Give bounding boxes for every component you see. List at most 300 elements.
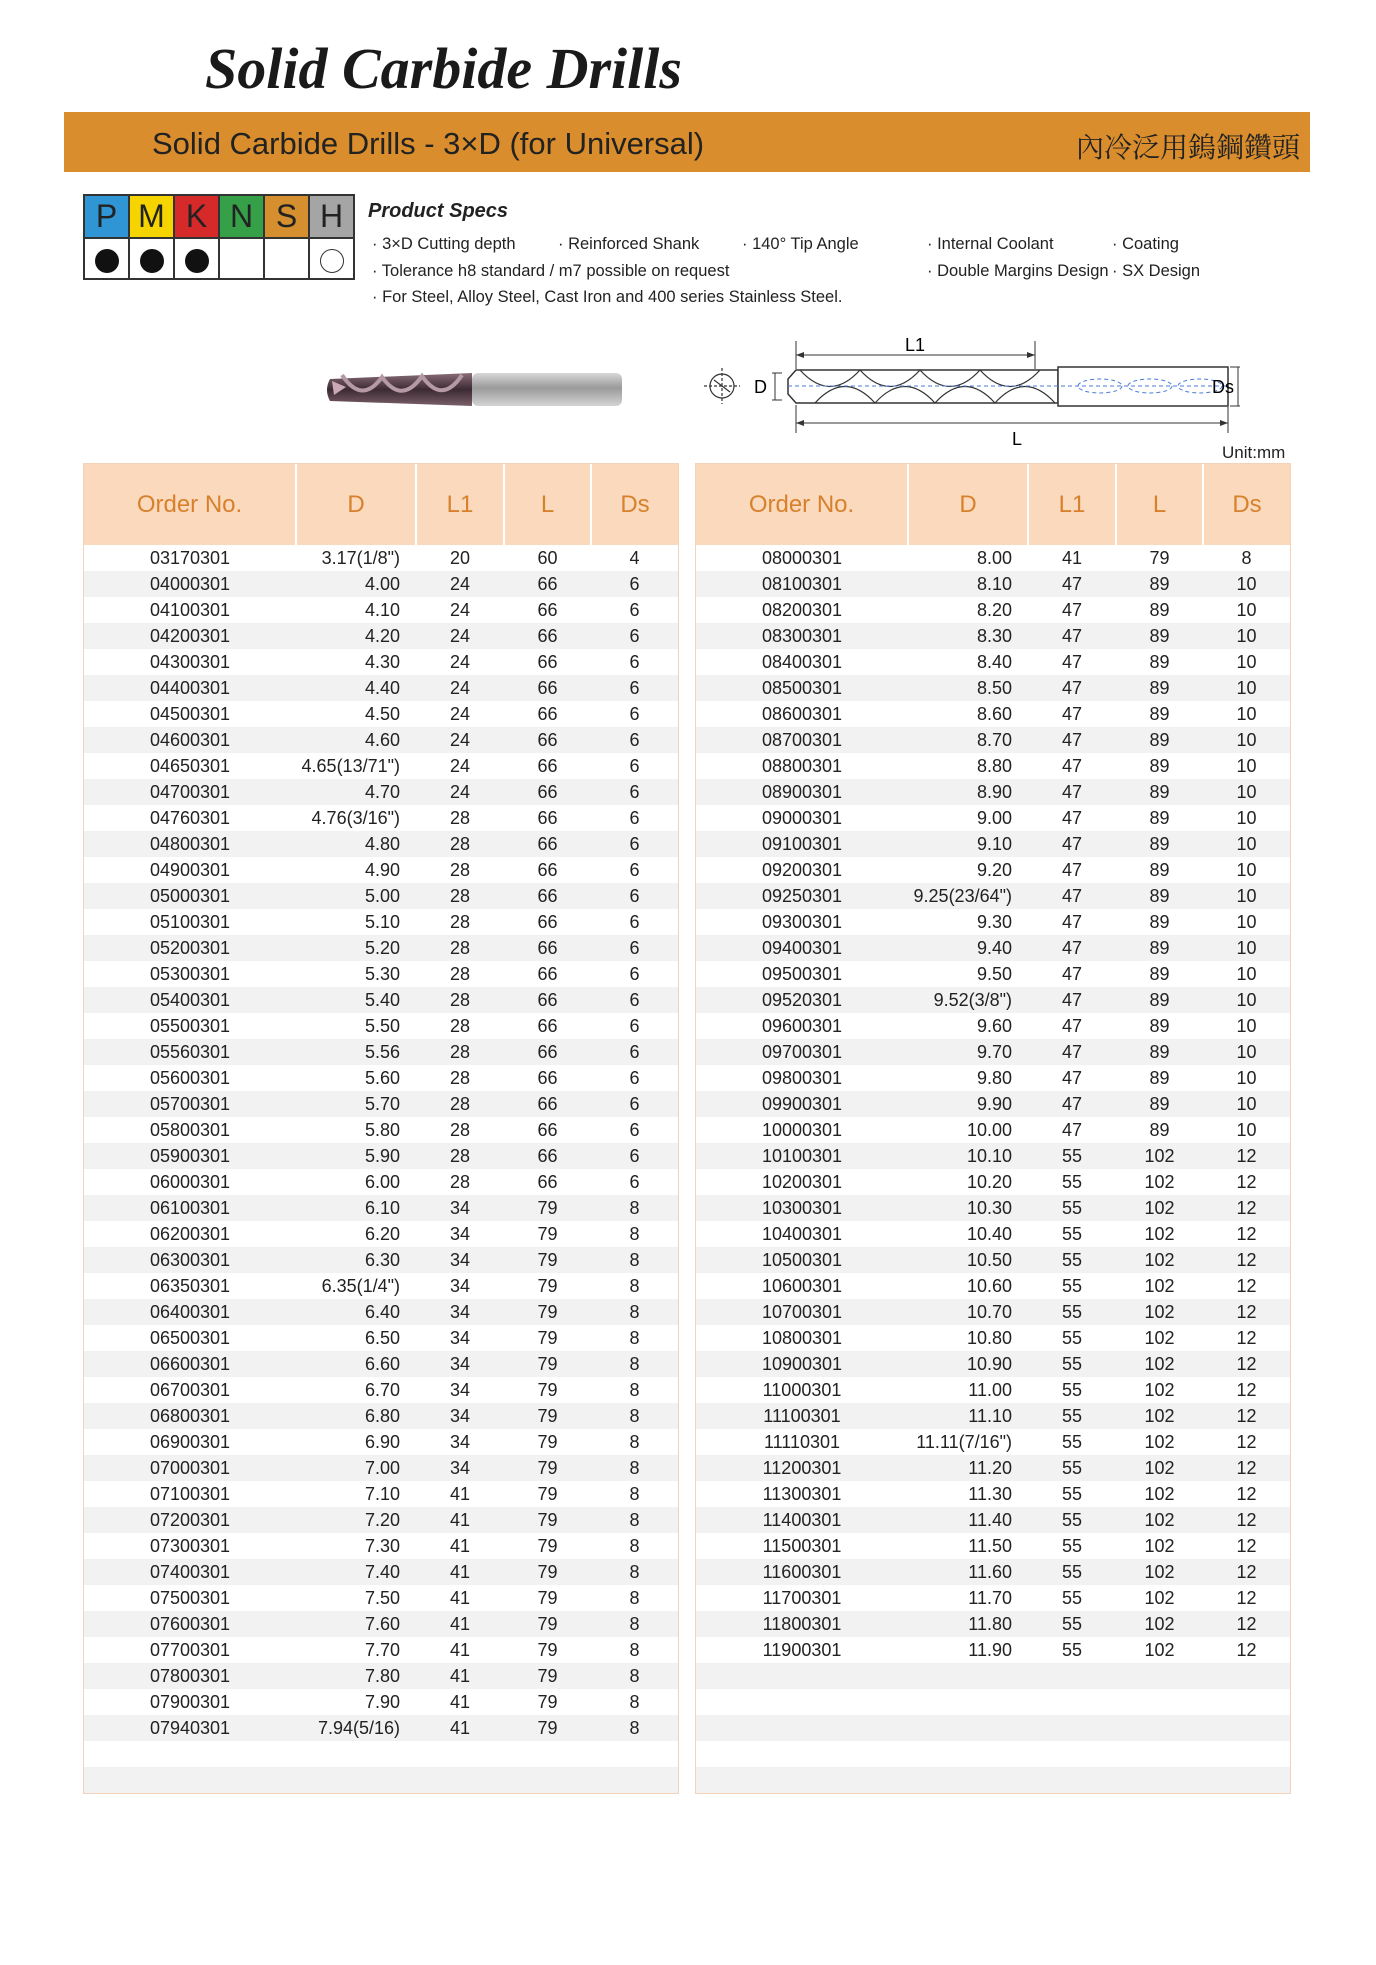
table-cell xyxy=(591,1741,678,1767)
table-cell: 47 xyxy=(1028,857,1116,883)
table-cell: 08000301 xyxy=(696,545,908,571)
table-cell: 8 xyxy=(591,1715,678,1741)
table-cell: 06900301 xyxy=(84,1429,296,1455)
table-cell: 10.10 xyxy=(908,1143,1028,1169)
table-cell: 09200301 xyxy=(696,857,908,883)
table-cell: 12 xyxy=(1203,1351,1290,1377)
table-cell: 9.80 xyxy=(908,1065,1028,1091)
table-cell: 6 xyxy=(591,1169,678,1195)
table-row xyxy=(696,1195,1290,1221)
drill-diagram xyxy=(700,333,1240,448)
table-cell: 28 xyxy=(416,857,504,883)
table-row xyxy=(696,1715,1290,1741)
table-cell: 79 xyxy=(504,1611,591,1637)
table-cell: 12 xyxy=(1203,1325,1290,1351)
table-cell: 47 xyxy=(1028,649,1116,675)
filled-circle-icon xyxy=(95,249,119,273)
table-cell: 55 xyxy=(1028,1143,1116,1169)
table-cell: 8 xyxy=(591,1195,678,1221)
table-cell: 6 xyxy=(591,987,678,1013)
table-row xyxy=(696,649,1290,675)
table-cell: 66 xyxy=(504,649,591,675)
table-cell: 66 xyxy=(504,1065,591,1091)
table-cell: 6 xyxy=(591,701,678,727)
table-cell: 10500301 xyxy=(696,1247,908,1273)
table-cell: 66 xyxy=(504,779,591,805)
table-cell: 07500301 xyxy=(84,1585,296,1611)
table-cell: 10.20 xyxy=(908,1169,1028,1195)
table-cell: 41 xyxy=(416,1507,504,1533)
table-cell: 11.70 xyxy=(908,1585,1028,1611)
table-cell: 47 xyxy=(1028,1065,1116,1091)
table-cell: 08100301 xyxy=(696,571,908,597)
table-cell: 8 xyxy=(591,1377,678,1403)
table-cell: 6 xyxy=(591,1091,678,1117)
table-cell: 47 xyxy=(1028,805,1116,831)
table-cell: 7.30 xyxy=(296,1533,416,1559)
table-cell: 89 xyxy=(1116,701,1203,727)
table-cell: 47 xyxy=(1028,831,1116,857)
iso-group-h: H xyxy=(309,195,354,238)
table-cell: 55 xyxy=(1028,1559,1116,1585)
table-cell: 09800301 xyxy=(696,1065,908,1091)
table-cell: 55 xyxy=(1028,1481,1116,1507)
table-cell: 09520301 xyxy=(696,987,908,1013)
table-row xyxy=(696,1741,1290,1767)
table-cell xyxy=(591,1767,678,1793)
table-cell: 04300301 xyxy=(84,649,296,675)
column-header: L1 xyxy=(416,464,504,545)
table-cell: 8.90 xyxy=(908,779,1028,805)
table-cell: 11300301 xyxy=(696,1481,908,1507)
table-cell: 8 xyxy=(591,1325,678,1351)
table-cell: 6 xyxy=(591,727,678,753)
table-cell: 09600301 xyxy=(696,1013,908,1039)
table-row xyxy=(84,1221,678,1247)
end-view-icon xyxy=(704,368,740,404)
table-cell: 10 xyxy=(1203,1091,1290,1117)
table-cell: 11200301 xyxy=(696,1455,908,1481)
table-cell: 66 xyxy=(504,597,591,623)
table-cell: 55 xyxy=(1028,1637,1116,1663)
table-row xyxy=(696,571,1290,597)
table-cell: 10 xyxy=(1203,1065,1290,1091)
table-cell: 8 xyxy=(591,1559,678,1585)
table-cell: 55 xyxy=(1028,1351,1116,1377)
table-cell: 79 xyxy=(504,1273,591,1299)
table-cell: 12 xyxy=(1203,1169,1290,1195)
table-cell: 05000301 xyxy=(84,883,296,909)
table-row xyxy=(84,1637,678,1663)
table-cell: 8 xyxy=(591,1533,678,1559)
table-cell: 8 xyxy=(591,1403,678,1429)
table-cell xyxy=(296,1767,416,1793)
table-cell: 07400301 xyxy=(84,1559,296,1585)
table-cell: 28 xyxy=(416,1065,504,1091)
table-cell: 47 xyxy=(1028,727,1116,753)
table-cell xyxy=(1028,1689,1116,1715)
table-cell xyxy=(504,1741,591,1767)
table-cell: 07700301 xyxy=(84,1637,296,1663)
table-cell: 8.40 xyxy=(908,649,1028,675)
table-cell: 10 xyxy=(1203,935,1290,961)
table-cell: 41 xyxy=(416,1611,504,1637)
table-cell: 05700301 xyxy=(84,1091,296,1117)
table-row xyxy=(84,1533,678,1559)
table-cell: 4.70 xyxy=(296,779,416,805)
table-cell: 89 xyxy=(1116,909,1203,935)
table-cell: 89 xyxy=(1116,1117,1203,1143)
table-cell: 34 xyxy=(416,1429,504,1455)
column-header: D xyxy=(296,464,416,545)
table-row xyxy=(84,961,678,987)
table-cell xyxy=(696,1689,908,1715)
table-cell: 89 xyxy=(1116,649,1203,675)
filled-circle-icon xyxy=(185,249,209,273)
table-cell: 05600301 xyxy=(84,1065,296,1091)
table-cell: 89 xyxy=(1116,935,1203,961)
table-cell xyxy=(1116,1715,1203,1741)
table-cell: 8.20 xyxy=(908,597,1028,623)
table-cell: 5.60 xyxy=(296,1065,416,1091)
table-cell: 9.40 xyxy=(908,935,1028,961)
table-cell: 9.52(3/8") xyxy=(908,987,1028,1013)
table-cell: 89 xyxy=(1116,779,1203,805)
table-cell: 102 xyxy=(1116,1507,1203,1533)
column-header: Ds xyxy=(1203,464,1290,545)
column-header: Ds xyxy=(591,464,678,545)
table-cell: 79 xyxy=(504,1481,591,1507)
table-cell: 4.60 xyxy=(296,727,416,753)
spec-item: · Double Margins Design xyxy=(927,262,1109,280)
table-cell: 8.50 xyxy=(908,675,1028,701)
table-cell: 11.11(7/16") xyxy=(908,1429,1028,1455)
table-cell: 12 xyxy=(1203,1481,1290,1507)
table-row xyxy=(696,831,1290,857)
table-cell: 04760301 xyxy=(84,805,296,831)
table-cell: 4.40 xyxy=(296,675,416,701)
table-cell: 07800301 xyxy=(84,1663,296,1689)
table-cell: 8 xyxy=(591,1481,678,1507)
table-row xyxy=(84,649,678,675)
table-cell: 4.20 xyxy=(296,623,416,649)
open-circle-icon xyxy=(320,249,344,273)
table-cell: 55 xyxy=(1028,1377,1116,1403)
table-cell: 6 xyxy=(591,961,678,987)
table-cell: 9.50 xyxy=(908,961,1028,987)
table-row xyxy=(696,1247,1290,1273)
table-row xyxy=(696,1767,1290,1793)
table-cell: 55 xyxy=(1028,1507,1116,1533)
table-row xyxy=(84,1377,678,1403)
table-cell xyxy=(416,1767,504,1793)
table-cell: 8 xyxy=(591,1637,678,1663)
table-cell: 47 xyxy=(1028,1091,1116,1117)
table-row xyxy=(696,987,1290,1013)
table-cell: 7.50 xyxy=(296,1585,416,1611)
table-cell: 28 xyxy=(416,1169,504,1195)
table-cell: 7.94(5/16) xyxy=(296,1715,416,1741)
table-row xyxy=(84,1039,678,1065)
spec-item: · Reinforced Shank xyxy=(558,235,700,253)
table-cell: 08400301 xyxy=(696,649,908,675)
table-cell: 06350301 xyxy=(84,1273,296,1299)
table-cell: 102 xyxy=(1116,1533,1203,1559)
table-cell: 12 xyxy=(1203,1299,1290,1325)
diagram-ds-label: Ds xyxy=(1212,377,1234,397)
table-row xyxy=(84,1117,678,1143)
table-cell: 8 xyxy=(591,1247,678,1273)
table-cell: 06200301 xyxy=(84,1221,296,1247)
table-cell: 28 xyxy=(416,1039,504,1065)
table-cell: 6.00 xyxy=(296,1169,416,1195)
table-cell: 34 xyxy=(416,1403,504,1429)
table-cell: 89 xyxy=(1116,571,1203,597)
iso-group-s: S xyxy=(264,195,309,238)
table-cell: 47 xyxy=(1028,1013,1116,1039)
table-cell: 4.30 xyxy=(296,649,416,675)
table-cell: 24 xyxy=(416,727,504,753)
table-cell: 89 xyxy=(1116,805,1203,831)
table-cell: 8 xyxy=(591,1663,678,1689)
table-cell: 55 xyxy=(1028,1299,1116,1325)
table-cell: 66 xyxy=(504,1039,591,1065)
table-cell: 09500301 xyxy=(696,961,908,987)
table-cell: 4.00 xyxy=(296,571,416,597)
table-cell: 8 xyxy=(591,1351,678,1377)
table-cell: 12 xyxy=(1203,1585,1290,1611)
table-row xyxy=(84,1247,678,1273)
table-cell: 10.40 xyxy=(908,1221,1028,1247)
table-row xyxy=(696,1637,1290,1663)
table-cell xyxy=(84,1741,296,1767)
table-cell xyxy=(1116,1689,1203,1715)
table-row xyxy=(84,1689,678,1715)
table-cell: 5.20 xyxy=(296,935,416,961)
table-cell: 12 xyxy=(1203,1221,1290,1247)
table-row xyxy=(696,1091,1290,1117)
table-cell: 66 xyxy=(504,623,591,649)
table-row xyxy=(696,675,1290,701)
table-cell: 10 xyxy=(1203,1013,1290,1039)
table-cell: 08200301 xyxy=(696,597,908,623)
table-cell: 66 xyxy=(504,1117,591,1143)
table-row xyxy=(696,1663,1290,1689)
table-cell: 47 xyxy=(1028,597,1116,623)
table-cell: 07100301 xyxy=(84,1481,296,1507)
table-row xyxy=(84,1429,678,1455)
table-cell: 28 xyxy=(416,935,504,961)
table-cell: 34 xyxy=(416,1247,504,1273)
table-row xyxy=(696,623,1290,649)
table-row xyxy=(84,1455,678,1481)
table-cell xyxy=(908,1663,1028,1689)
table-cell: 11100301 xyxy=(696,1403,908,1429)
table-row xyxy=(696,1221,1290,1247)
table-cell: 05500301 xyxy=(84,1013,296,1039)
table-cell: 4.76(3/16") xyxy=(296,805,416,831)
table-cell: 79 xyxy=(504,1195,591,1221)
table-cell: 66 xyxy=(504,675,591,701)
table-cell: 79 xyxy=(1116,545,1203,571)
table-cell: 10800301 xyxy=(696,1325,908,1351)
table-cell: 05400301 xyxy=(84,987,296,1013)
table-row xyxy=(696,857,1290,883)
banner-title: Solid Carbide Drills - 3×D (for Universal) xyxy=(152,126,705,161)
table-cell: 79 xyxy=(504,1299,591,1325)
table-cell: 66 xyxy=(504,935,591,961)
table-cell: 6.10 xyxy=(296,1195,416,1221)
table-cell: 7.90 xyxy=(296,1689,416,1715)
table-cell: 12 xyxy=(1203,1559,1290,1585)
table-cell: 102 xyxy=(1116,1481,1203,1507)
table-cell xyxy=(1203,1689,1290,1715)
section-banner xyxy=(64,112,1310,172)
table-cell: 11.30 xyxy=(908,1481,1028,1507)
table-row xyxy=(696,1455,1290,1481)
table-row xyxy=(84,571,678,597)
table-cell: 08900301 xyxy=(696,779,908,805)
table-cell: 7.10 xyxy=(296,1481,416,1507)
table-cell: 10.00 xyxy=(908,1117,1028,1143)
table-cell: 47 xyxy=(1028,779,1116,805)
table-cell: 10600301 xyxy=(696,1273,908,1299)
table-header xyxy=(84,464,678,545)
table-cell xyxy=(1028,1663,1116,1689)
table-row xyxy=(696,935,1290,961)
table-cell: 28 xyxy=(416,1013,504,1039)
table-cell: 12 xyxy=(1203,1273,1290,1299)
table-cell: 3.17(1/8") xyxy=(296,545,416,571)
table-cell: 06500301 xyxy=(84,1325,296,1351)
table-cell: 102 xyxy=(1116,1299,1203,1325)
table-cell: 47 xyxy=(1028,909,1116,935)
table-cell: 102 xyxy=(1116,1559,1203,1585)
table-cell: 66 xyxy=(504,909,591,935)
table-cell: 47 xyxy=(1028,701,1116,727)
table-cell: 66 xyxy=(504,701,591,727)
table-cell: 10.90 xyxy=(908,1351,1028,1377)
iso-material-grid xyxy=(83,194,355,280)
table-cell xyxy=(1203,1741,1290,1767)
table-cell: 28 xyxy=(416,1143,504,1169)
table-cell: 12 xyxy=(1203,1403,1290,1429)
table-row xyxy=(696,1351,1290,1377)
table-cell: 79 xyxy=(504,1403,591,1429)
table-cell: 8 xyxy=(591,1611,678,1637)
table-cell: 10 xyxy=(1203,649,1290,675)
table-cell: 8 xyxy=(1203,545,1290,571)
table-cell: 05100301 xyxy=(84,909,296,935)
table-row xyxy=(696,1585,1290,1611)
table-cell: 6 xyxy=(591,909,678,935)
table-cell: 28 xyxy=(416,883,504,909)
table-cell xyxy=(296,1741,416,1767)
table-cell: 04100301 xyxy=(84,597,296,623)
table-cell: 12 xyxy=(1203,1377,1290,1403)
table-row xyxy=(696,805,1290,831)
table-cell: 79 xyxy=(504,1585,591,1611)
table-cell: 10 xyxy=(1203,675,1290,701)
table-cell: 34 xyxy=(416,1273,504,1299)
table-row xyxy=(696,1325,1290,1351)
table-cell: 24 xyxy=(416,701,504,727)
table-cell: 79 xyxy=(504,1455,591,1481)
table-row xyxy=(84,857,678,883)
table-cell: 79 xyxy=(504,1325,591,1351)
table-cell: 5.00 xyxy=(296,883,416,909)
table-cell: 12 xyxy=(1203,1195,1290,1221)
table-cell: 60 xyxy=(504,545,591,571)
table-row xyxy=(84,1299,678,1325)
table-cell: 06800301 xyxy=(84,1403,296,1429)
table-cell: 7.80 xyxy=(296,1663,416,1689)
table-cell: 47 xyxy=(1028,753,1116,779)
table-cell: 66 xyxy=(504,1013,591,1039)
table-cell: 28 xyxy=(416,805,504,831)
table-cell: 11.40 xyxy=(908,1507,1028,1533)
table-cell: 05800301 xyxy=(84,1117,296,1143)
table-row xyxy=(84,1585,678,1611)
table-cell: 102 xyxy=(1116,1221,1203,1247)
table-cell: 5.50 xyxy=(296,1013,416,1039)
iso-suitability-mark xyxy=(219,238,264,279)
table-cell: 66 xyxy=(504,961,591,987)
table-cell: 12 xyxy=(1203,1533,1290,1559)
table-cell: 09000301 xyxy=(696,805,908,831)
table-cell: 10 xyxy=(1203,961,1290,987)
table-cell: 102 xyxy=(1116,1143,1203,1169)
table-cell: 12 xyxy=(1203,1455,1290,1481)
table-cell: 11500301 xyxy=(696,1533,908,1559)
table-cell: 03170301 xyxy=(84,545,296,571)
table-row xyxy=(84,1351,678,1377)
table-row xyxy=(696,1013,1290,1039)
table-row xyxy=(696,1377,1290,1403)
diagram-l-label: L xyxy=(1012,429,1023,448)
table-cell: 55 xyxy=(1028,1247,1116,1273)
table-cell: 04000301 xyxy=(84,571,296,597)
table-cell: 79 xyxy=(504,1689,591,1715)
table-cell xyxy=(1116,1741,1203,1767)
table-cell: 79 xyxy=(504,1637,591,1663)
table-cell: 10 xyxy=(1203,779,1290,805)
table-cell: 79 xyxy=(504,1559,591,1585)
spec-item: · Coating xyxy=(1112,235,1179,253)
table-cell: 66 xyxy=(504,1091,591,1117)
iso-suitability-mark xyxy=(264,238,309,279)
table-cell: 41 xyxy=(416,1585,504,1611)
table-cell: 05560301 xyxy=(84,1039,296,1065)
table-cell: 8 xyxy=(591,1299,678,1325)
table-cell: 34 xyxy=(416,1299,504,1325)
table-cell: 6.30 xyxy=(296,1247,416,1273)
table-cell: 55 xyxy=(1028,1325,1116,1351)
table-cell: 08800301 xyxy=(696,753,908,779)
table-cell: 66 xyxy=(504,571,591,597)
table-cell: 89 xyxy=(1116,857,1203,883)
table-cell: 10.60 xyxy=(908,1273,1028,1299)
table-cell: 102 xyxy=(1116,1195,1203,1221)
iso-group-m: M xyxy=(129,195,174,238)
table-cell: 11800301 xyxy=(696,1611,908,1637)
table-row xyxy=(696,727,1290,753)
table-cell: 6 xyxy=(591,805,678,831)
spec-table-left xyxy=(83,463,679,1794)
table-cell: 09900301 xyxy=(696,1091,908,1117)
table-cell: 7.40 xyxy=(296,1559,416,1585)
table-cell: 9.70 xyxy=(908,1039,1028,1065)
